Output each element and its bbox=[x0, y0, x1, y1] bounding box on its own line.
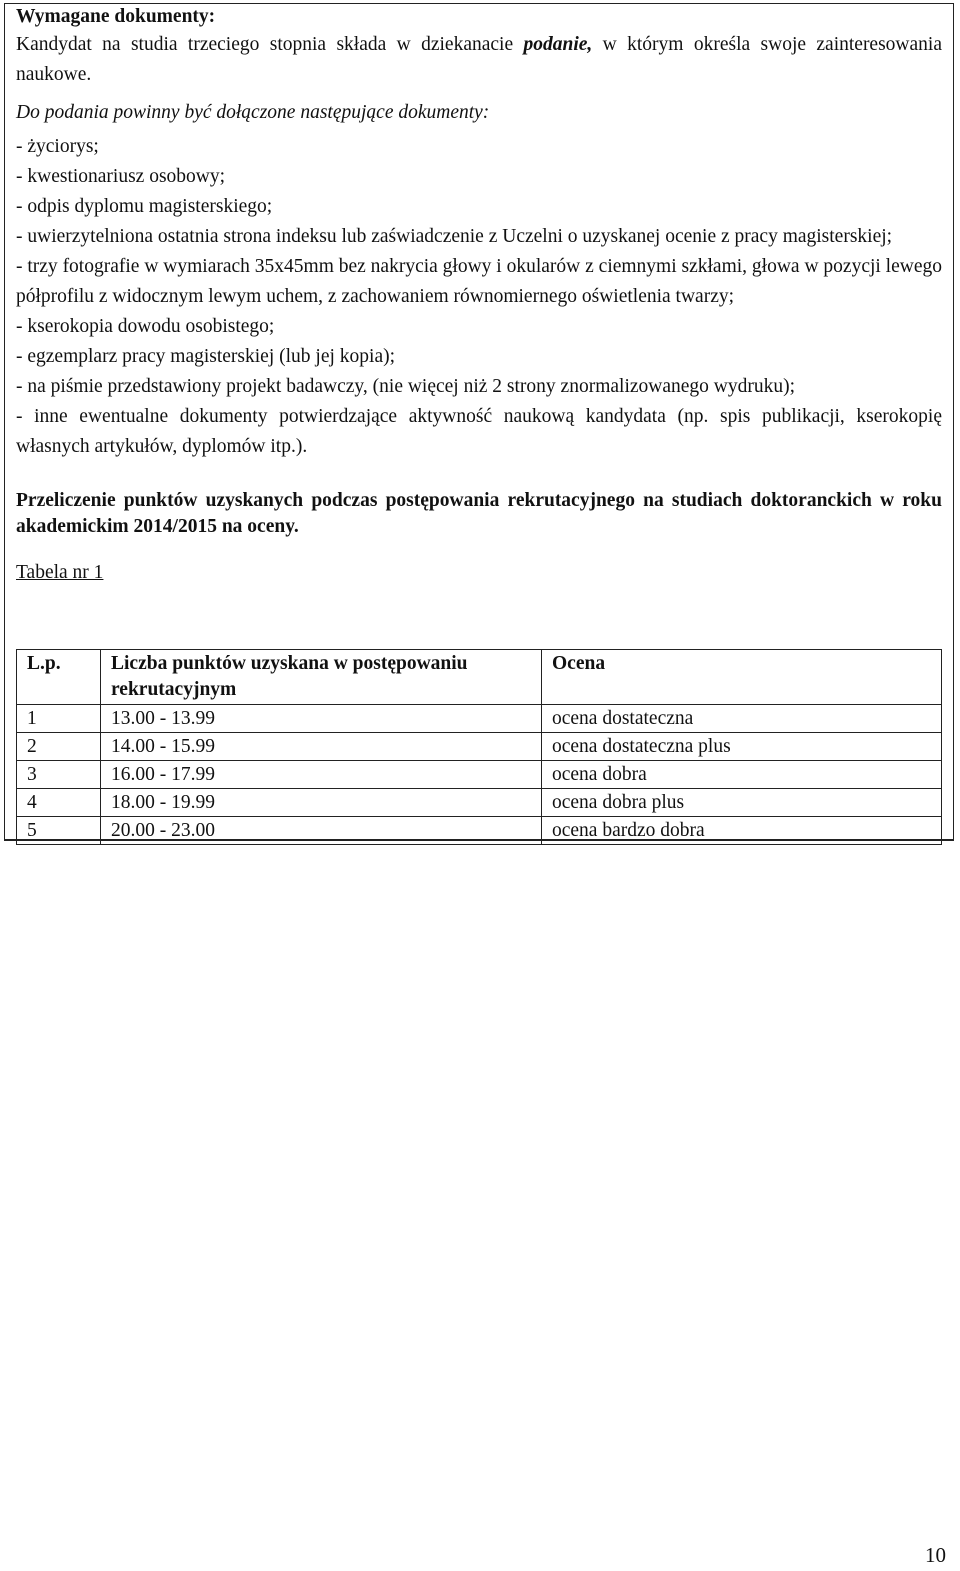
table-row bbox=[17, 761, 942, 789]
cell-grade: ocena dobra bbox=[542, 761, 942, 789]
list-item: - egzemplarz pracy magisterskiej (lub jej kopia); bbox=[16, 346, 396, 367]
list-item: - kwestionariusz osobowy; bbox=[16, 166, 226, 187]
required-docs-list bbox=[16, 132, 942, 462]
document-content bbox=[16, 4, 942, 586]
cell-grade: ocena dobra plus bbox=[542, 789, 942, 817]
table-caption: Tabela nr 1 bbox=[16, 561, 104, 583]
list-item: - trzy fotografie w wymiarach 35x45mm bez nakrycia głowy i okularów z ciemnymi szkłami, głowa w pozycji lewego półprofilu z widocznym lewym uchem, z zachowaniem równomiernego oświetlenia twarzy; bbox=[16, 256, 942, 307]
intro-emphasis: podanie, bbox=[523, 34, 593, 55]
list-item: - uwierzytelniona ostatnia strona indeksu lub zaświadczenie z Uczelni o uzyskanej ocenie z pracy magisterskiej; bbox=[16, 226, 893, 247]
cell-grade: ocena dostateczna plus bbox=[542, 733, 942, 761]
required-docs-heading: Wymagane dokumenty: bbox=[16, 6, 216, 27]
column-header-points: Liczba punktów uzyskana w postępowaniu rekrutacyjnym bbox=[101, 650, 542, 705]
list-item: - życiorys; bbox=[16, 136, 99, 157]
table-row bbox=[17, 705, 942, 733]
cell-lp: 2 bbox=[17, 733, 101, 761]
cell-points: 14.00 - 15.99 bbox=[101, 733, 542, 761]
column-header-grade: Ocena bbox=[542, 650, 942, 705]
intro-text-before: Kandydat na studia trzeciego stopnia składa w dziekanacie bbox=[16, 34, 524, 55]
list-item: - odpis dyplomu magisterskiego; bbox=[16, 196, 273, 217]
table-row bbox=[17, 789, 942, 817]
table-header-row bbox=[17, 650, 942, 705]
cell-lp: 5 bbox=[17, 817, 101, 845]
list-item: - na piśmie przedstawiony projekt badawczy, (nie więcej niż 2 strony znormalizowanego wydruku); bbox=[16, 376, 796, 397]
cell-points: 13.00 - 13.99 bbox=[101, 705, 542, 733]
attached-docs-heading: Do podania powinny być dołączone następujące dokumenty: bbox=[16, 102, 490, 123]
cell-lp: 4 bbox=[17, 789, 101, 817]
conversion-heading: Przeliczenie punktów uzyskanych podczas postępowania rekrutacyjnego na studiach doktoranckich w roku akademickim 2014/2015 na oceny. bbox=[16, 490, 942, 537]
cell-lp: 3 bbox=[17, 761, 101, 789]
cell-points: 16.00 - 17.99 bbox=[101, 761, 542, 789]
table-row bbox=[17, 733, 942, 761]
cell-points: 20.00 - 23.00 bbox=[101, 817, 542, 845]
cell-grade: ocena dostateczna bbox=[542, 705, 942, 733]
list-item: - inne ewentualne dokumenty potwierdzające aktywność naukową kandydata (np. spis publikacji, kserokopię własnych artykułów, dyplomów itp.). bbox=[16, 406, 942, 457]
table-row bbox=[17, 817, 942, 845]
cell-points: 18.00 - 19.99 bbox=[101, 789, 542, 817]
cell-grade: ocena bardzo dobra bbox=[542, 817, 942, 845]
intro-paragraph bbox=[16, 30, 942, 90]
column-header-lp: L.p. bbox=[17, 650, 101, 705]
list-item: - kserokopia dowodu osobistego; bbox=[16, 316, 275, 337]
page-number: 10 bbox=[925, 1543, 946, 1567]
cell-lp: 1 bbox=[17, 705, 101, 733]
intro-text-after: w którym określa swoje zainteresowania naukowe. bbox=[16, 34, 942, 85]
grades-table bbox=[16, 649, 942, 845]
